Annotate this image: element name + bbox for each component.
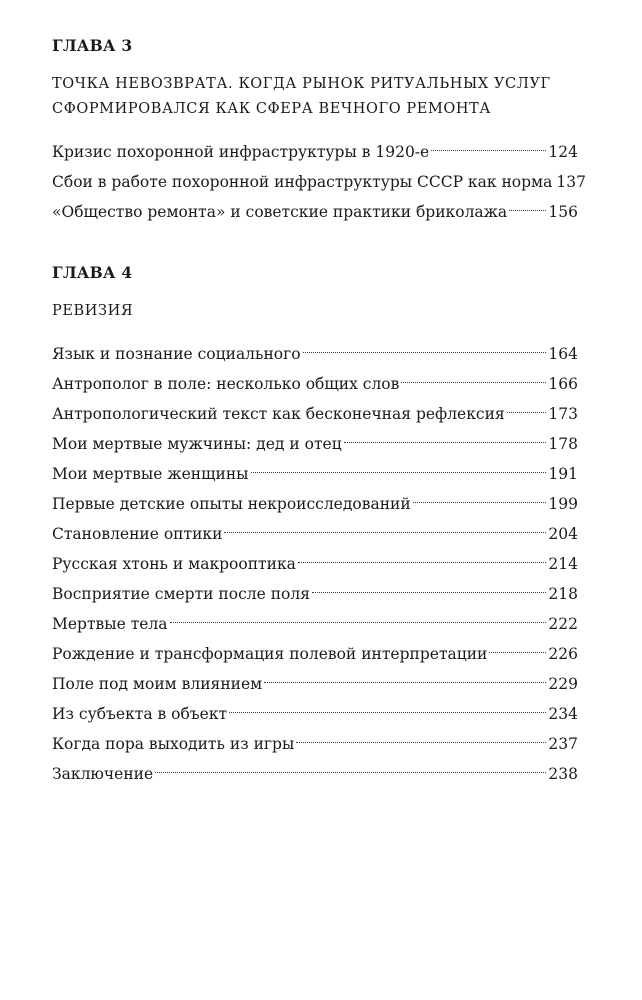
chapter-title [52, 299, 578, 324]
toc-entry[interactable] [52, 666, 578, 696]
toc-entry-title: Из субъекта в объект [52, 705, 228, 723]
toc-entry-title: Мои мертвые женщины [52, 465, 249, 483]
toc-entry-page: 218 [548, 585, 578, 603]
toc-entry-title: Антропологический текст как бесконечная рефлексия [52, 405, 505, 423]
toc-entry[interactable] [52, 366, 578, 396]
toc-entry[interactable] [52, 576, 578, 606]
dot-leader [170, 606, 547, 629]
toc-entry-title: Восприятие смерти после поля [52, 585, 311, 603]
dot-leader [296, 726, 546, 749]
toc-entry-title: Мертвые тела [52, 615, 168, 633]
toc-entry-page: 199 [548, 495, 578, 513]
chapter-title [52, 72, 578, 122]
toc-entry-page: 204 [548, 525, 578, 543]
toc-entry-title: Сбои в работе похоронной инфраструктуры СССР как норма [52, 173, 553, 191]
toc-entry-page: 164 [548, 345, 578, 363]
toc-entry-title: «Общество ремонта» и советские практики бриколажа [52, 203, 508, 221]
toc-entry-page: 166 [548, 375, 578, 393]
toc-entry[interactable] [52, 426, 578, 456]
chapter-4-section [52, 261, 578, 786]
toc-entry-title: Язык и познание социального [52, 345, 301, 363]
toc-entry-title: Русская хтонь и макрооптика [52, 555, 296, 573]
toc-list [52, 336, 578, 786]
dot-leader [507, 396, 547, 419]
toc-entry-page: 173 [548, 405, 578, 423]
toc-entry-page: 191 [548, 465, 578, 483]
toc-entry[interactable] [52, 134, 578, 164]
toc-entry-page: 222 [548, 615, 578, 633]
toc-entry-page: 178 [548, 435, 578, 453]
chapter-title-line: РЕВИЗИЯ [52, 303, 134, 319]
toc-entry-page: 137 [556, 173, 586, 191]
toc-entry[interactable] [52, 396, 578, 426]
toc-entry-page: 156 [548, 203, 578, 221]
table-of-contents [52, 34, 586, 786]
toc-entry[interactable] [52, 726, 578, 756]
toc-entry-title: Антрополог в поле: несколько общих слов [52, 375, 400, 393]
toc-entry[interactable] [52, 486, 578, 516]
toc-entry-page: 226 [548, 645, 578, 663]
dot-leader [251, 456, 547, 479]
toc-entry[interactable] [52, 516, 578, 546]
toc-entry-title: Рождение и трансформация полевой интерпретации [52, 645, 488, 663]
toc-entry-title: Поле под моим влиянием [52, 675, 263, 693]
toc-entry-page: 214 [548, 555, 578, 573]
toc-entry[interactable] [52, 756, 578, 786]
dot-leader [401, 366, 546, 389]
toc-entry-title: Кризис похоронной инфраструктуры в 1920-е [52, 143, 430, 161]
section-spacer [52, 224, 578, 261]
dot-leader [155, 756, 546, 779]
toc-entry-page: 229 [548, 675, 578, 693]
toc-list [52, 134, 586, 224]
chapter-3-section [52, 34, 586, 224]
dot-leader [489, 636, 546, 659]
toc-entry-page: 124 [548, 143, 578, 161]
dot-leader [509, 194, 546, 217]
toc-entry[interactable] [52, 336, 578, 366]
dot-leader [264, 666, 546, 689]
toc-entry-title: Первые детские опыты некроисследований [52, 495, 411, 513]
toc-entry-page: 234 [548, 705, 578, 723]
dot-leader [303, 336, 547, 359]
dot-leader [312, 576, 546, 599]
toc-entry-page: 237 [548, 735, 578, 753]
toc-entry-page: 238 [548, 765, 578, 783]
toc-entry[interactable] [52, 456, 578, 486]
dot-leader [224, 516, 546, 539]
toc-entry-title: Становление оптики [52, 525, 223, 543]
dot-leader [229, 696, 546, 719]
toc-entry[interactable] [52, 696, 578, 726]
toc-entry[interactable] [52, 636, 578, 666]
chapter-label: ГЛАВА 3 [52, 36, 133, 55]
toc-entry[interactable] [52, 546, 578, 576]
toc-entry[interactable] [52, 606, 578, 636]
toc-entry-title: Мои мертвые мужчины: дед и отец [52, 435, 342, 453]
chapter-title-line: СФОРМИРОВАЛСЯ КАК СФЕРА ВЕЧНОГО РЕМОНТА [52, 101, 492, 117]
dot-leader [298, 546, 547, 569]
toc-entry-title: Заключение [52, 765, 154, 783]
chapter-label: ГЛАВА 4 [52, 263, 133, 282]
dot-leader [431, 134, 546, 157]
chapter-title-line: ТОЧКА НЕВОЗВРАТА. КОГДА РЫНОК РИТУАЛЬНЫХ УСЛУГ [52, 76, 551, 92]
toc-entry[interactable] [52, 164, 586, 194]
dot-leader [413, 486, 547, 509]
toc-entry[interactable] [52, 194, 578, 224]
dot-leader [344, 426, 547, 449]
toc-entry-title: Когда пора выходить из игры [52, 735, 295, 753]
